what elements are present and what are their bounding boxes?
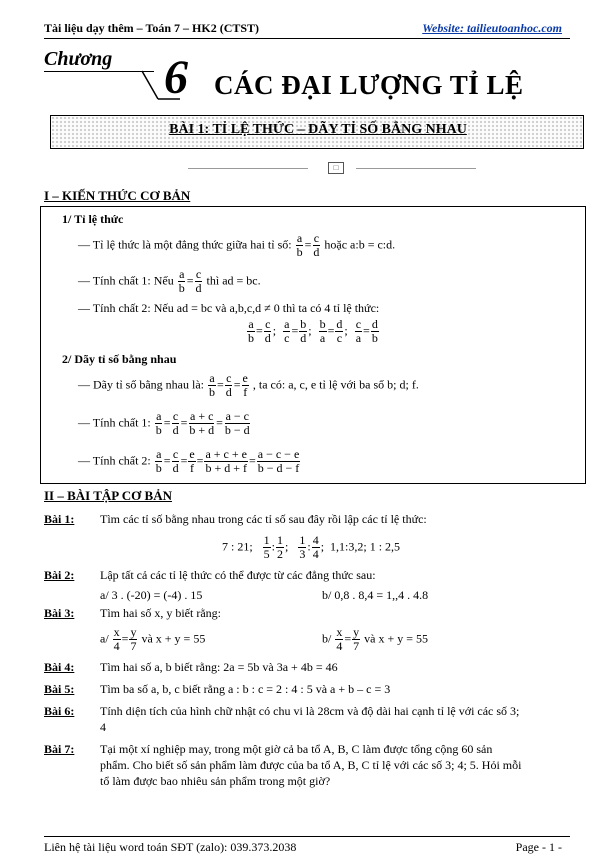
exercise-3-part-b: b/ $\frac{x}{4}$ = $\frac{y}{7}$ và x + y = 55 — [322, 625, 428, 653]
exercise-1-ratios: 7 : 21; $\frac{1}{5}$ : $\frac{1}{2}$ ; $\frac{1}{3}$ : $\frac{4}{4}$ ; 1,1:3,2; 1 : 2,5 — [222, 533, 401, 561]
ratio-decimals: 1,1:3,2; 1 : 2,5 — [330, 539, 401, 554]
footer-divider — [44, 836, 570, 837]
property-1-prefix: — Tính chất 1: Nếu — [78, 273, 174, 288]
sequence-property-1-label: — Tính chất 1: — [78, 415, 151, 430]
book-icon: □ — [328, 162, 344, 174]
exercise-5-text: Tìm ba số a, b, c biết rằng a : b : c = 2 : 4 : 5 và a + b – c = 3 — [100, 682, 391, 696]
header-website-link[interactable]: Website: tailieutoanhoc.com — [422, 21, 562, 35]
section-1-title-text: I – KIẾN THỨC CƠ BẢN — [44, 188, 191, 203]
exercise-6-line-2: 4 — [100, 720, 106, 734]
footer-contact: Liên hệ tài liệu word toán SĐT (zalo): 039.373.2038 — [44, 840, 297, 854]
exercise-2-text: Lập tất cả các tỉ lệ thức có thể được từ các đẳng thức sau: — [100, 568, 376, 582]
sequence-prefix: — Dãy tỉ số bằng nhau là: — [78, 377, 204, 392]
exercise-7-line-1: Tại một xí nghiệp may, trong một giờ cả ba tổ A, B, C làm được tổng cộng 60 sản — [100, 742, 493, 756]
fraction-c-d: $\frac{c}{d}$ — [195, 267, 202, 295]
part-a-label: a/ — [100, 631, 109, 646]
fraction-a-b: $\frac{a}{b}$ — [296, 231, 303, 259]
sequence-suffix: , ta có: a, c, e tỉ lệ với ba số b; d; f. — [252, 377, 419, 392]
exercise-3-part-a: a/ $\frac{x}{4}$ = $\frac{y}{7}$ và x + y = 55 — [100, 625, 206, 653]
definition-line: — Tỉ lệ thức là một đẳng thức giữa hai tỉ số: $\frac{a}{b}$ = $\frac{c}{d}$ hoặc a:b = c:d. — [78, 231, 396, 259]
four-proportions: $\frac{a}{b}$ = $\frac{c}{d}$ ; $\frac{a}{c}$ = $\frac{b}{d}$ ; $\frac{b}{a}$ = $\frac{d}{c}$ ; $\frac{c}{a}$ = $\frac{d}{b}$ — [248, 317, 378, 345]
sequence-property-2-line: — Tính chất 2: $\frac{a}{b}$ = $\frac{c}{d}$ = $\frac{e}{f}$ = $\frac{a + c + e}{b + d + f}$ = $\frac{a - c - e}{b - d - f}$ — [78, 447, 300, 475]
part-b-label: b/ — [322, 631, 332, 646]
sequence-definition-line: — Dãy tỉ số bằng nhau là: $\frac{a}{b}$ = $\frac{c}{d}$ = $\frac{e}{f}$ , ta có: a, c, e tỉ lệ với ba số b; d; f. — [78, 371, 419, 399]
exercise-7-label: Bài 7: — [44, 742, 75, 756]
lesson-title — [50, 122, 586, 138]
exercise-3-text: Tìm hai số x, y biết rằng: — [100, 606, 221, 620]
section-2-title-text: II – BÀI TẬP CƠ BẢN — [44, 488, 172, 503]
subsection-proportion-title: 1/ Tỉ lệ thức — [62, 212, 124, 226]
sequence-property-2-label: — Tính chất 2: — [78, 453, 151, 468]
part-a-condition: và x + y = 55 — [141, 631, 206, 646]
property-1-line: — Tính chất 1: Nếu $\frac{a}{b}$ = $\frac{c}{d}$ thì ad = bc. — [78, 267, 261, 295]
definition-suffix: hoặc a:b = c:d. — [324, 237, 396, 252]
exercise-6-line-1: Tính diện tích của hình chữ nhật có chu vi là 28cm và độ dài hai cạnh tỉ lệ với các số 3; — [100, 704, 520, 718]
exercise-6-label: Bài 6: — [44, 704, 75, 718]
subsection-sequence-title: 2/ Dãy tỉ số bằng nhau — [62, 352, 177, 366]
exercise-5-label: Bài 5: — [44, 682, 75, 696]
footer-page-number: Page - 1 - — [515, 840, 562, 854]
part-b-condition: và x + y = 55 — [364, 631, 428, 646]
chapter-label: Chương — [44, 48, 113, 70]
fraction-a-b: $\frac{a}{b}$ — [178, 267, 185, 295]
exercise-7-line-2: phẩm. Cho biết số sản phẩm làm được của ba tổ A, B, C tỉ lệ với các số 3; 4; 5. Hỏi mỗi — [100, 758, 522, 772]
exercise-3-label: Bài 3: — [44, 606, 75, 620]
sequence-property-1-line: — Tính chất 1: $\frac{a}{b}$ = $\frac{c}{d}$ = $\frac{a + c}{b + d}$ = $\frac{a - c}{b - d}$ — [78, 409, 250, 437]
header-doc-title: Tài liệu dạy thêm – Toán 7 – HK2 (CTST) — [44, 21, 260, 35]
exercise-4-text: Tìm hai số a, b biết rằng: 2a = 5b và 3a + 4b = 46 — [100, 660, 338, 674]
header-divider — [44, 38, 570, 39]
exercise-2-label: Bài 2: — [44, 568, 75, 582]
section-1-title — [44, 188, 190, 204]
fraction-c-d: $\frac{c}{d}$ — [313, 231, 320, 259]
lesson-title-text: BÀI 1: TỈ LỆ THỨC – DÃY TỈ SỐ BẰNG NHAU — [169, 122, 467, 137]
chapter-number: 6 — [164, 51, 188, 104]
property-1-suffix: thì ad = bc. — [206, 273, 261, 288]
divider-right — [356, 168, 476, 169]
divider-left — [188, 168, 308, 169]
exercise-1-label: Bài 1: — [44, 512, 75, 526]
chapter-label-underline — [44, 71, 154, 72]
section-2-title — [44, 488, 172, 504]
exercise-1-text: Tìm các tỉ số bằng nhau trong các tỉ số sau đây rồi lập các tỉ lệ thức: — [100, 512, 427, 526]
exercise-4-label: Bài 4: — [44, 660, 75, 674]
exercise-7-line-3: tổ làm được bao nhiêu sản phẩm trong một giờ? — [100, 774, 331, 788]
definition-prefix: — Tỉ lệ thức là một đẳng thức giữa hai tỉ số: — [78, 237, 292, 252]
exercise-2-part-b: b/ 0,8 . 8,4 = 1,,4 . 4.8 — [322, 588, 429, 602]
chapter-title: CÁC ĐẠI LƯỢNG TỈ LỆ — [214, 70, 524, 100]
exercise-2-part-a: a/ 3 . (-20) = (-4) . 15 — [100, 588, 203, 602]
ratio-7-21: 7 : 21; — [222, 539, 253, 554]
property-2-line: — Tính chất 2: Nếu ad = bc và a,b,c,d ≠ 0 thì ta có 4 tỉ lệ thức: — [78, 301, 380, 315]
